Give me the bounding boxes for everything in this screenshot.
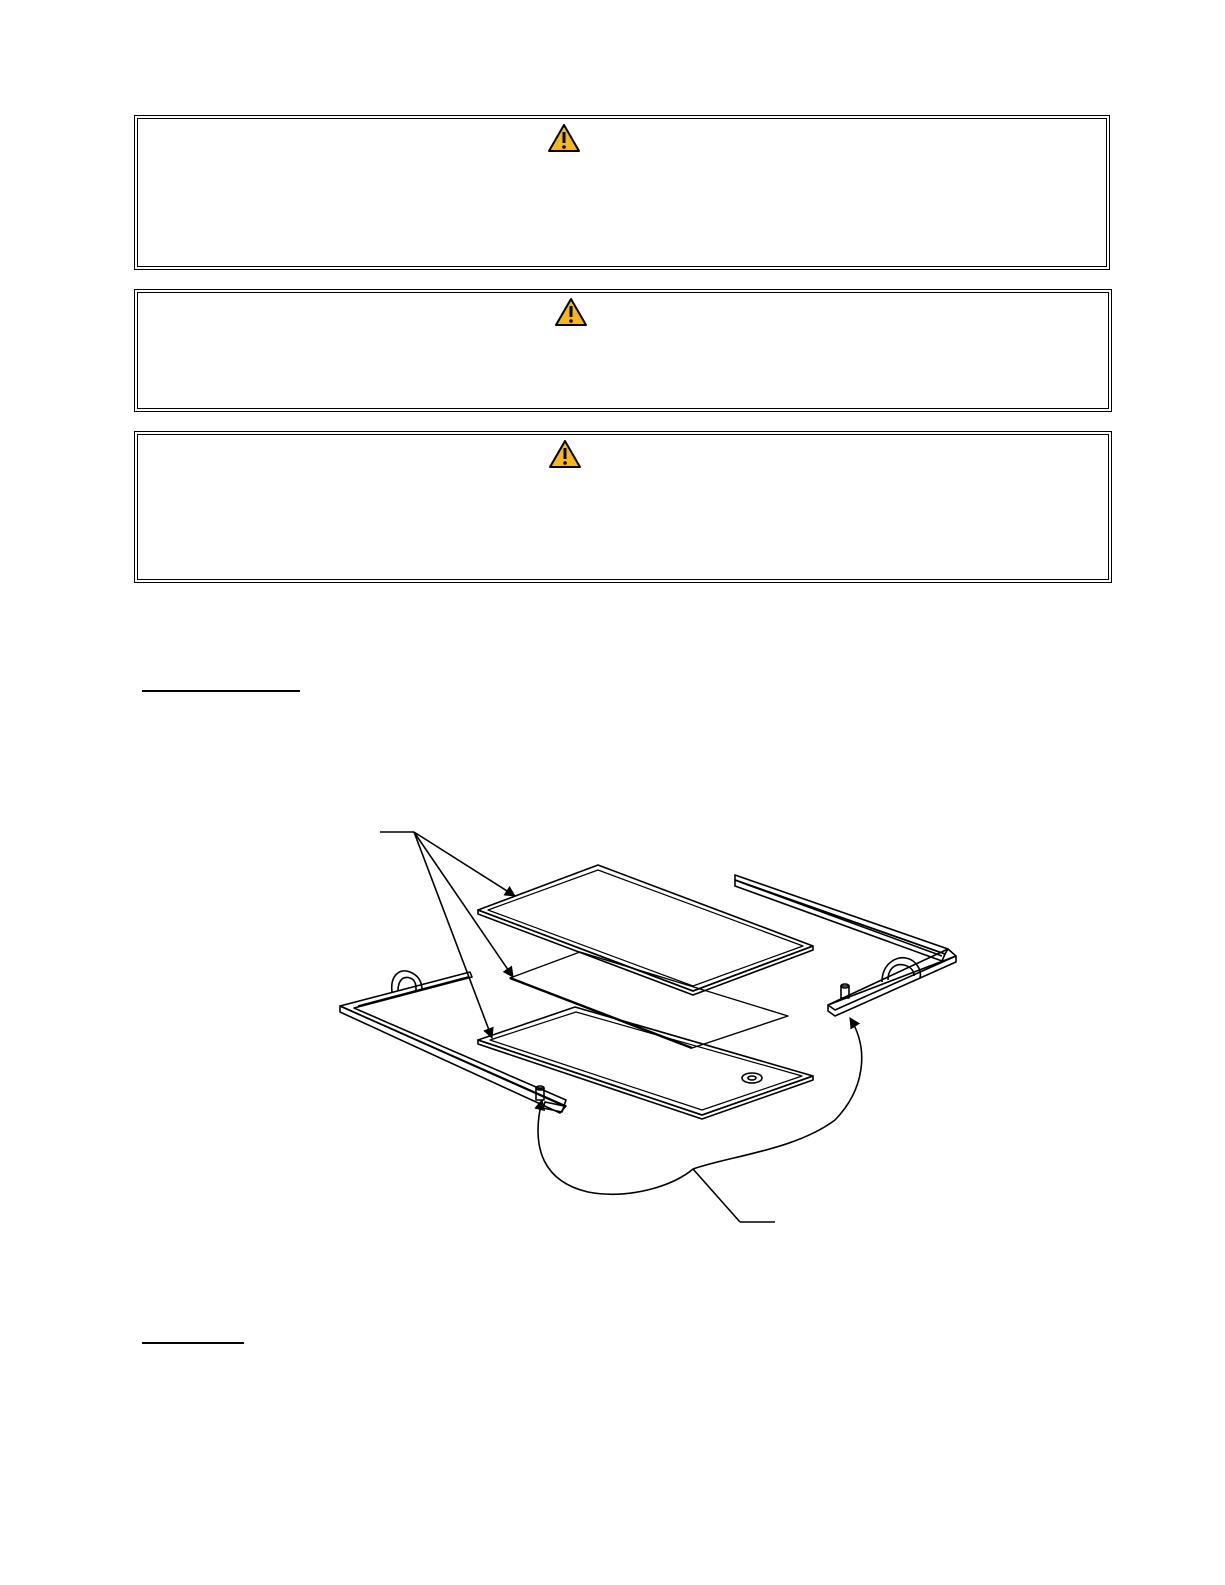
warning-triangle-icon bbox=[548, 439, 582, 469]
section-heading-2-text bbox=[142, 1320, 244, 1344]
left-frame-rail bbox=[340, 971, 566, 1113]
warning-triangle-icon bbox=[554, 297, 588, 327]
callout-panels bbox=[380, 832, 515, 1038]
warning-box-2 bbox=[134, 289, 1112, 412]
warning-box-3 bbox=[134, 431, 1112, 583]
section-heading-2 bbox=[142, 1320, 244, 1346]
warning-box-1 bbox=[134, 115, 1110, 270]
section-heading-1 bbox=[142, 668, 300, 694]
exploded-assembly-diagram bbox=[330, 820, 980, 1230]
warning-triangle-icon bbox=[547, 123, 581, 153]
callout-posts bbox=[538, 1018, 862, 1222]
right-frame-rail bbox=[735, 875, 956, 1016]
section-heading-1-text bbox=[142, 668, 300, 692]
